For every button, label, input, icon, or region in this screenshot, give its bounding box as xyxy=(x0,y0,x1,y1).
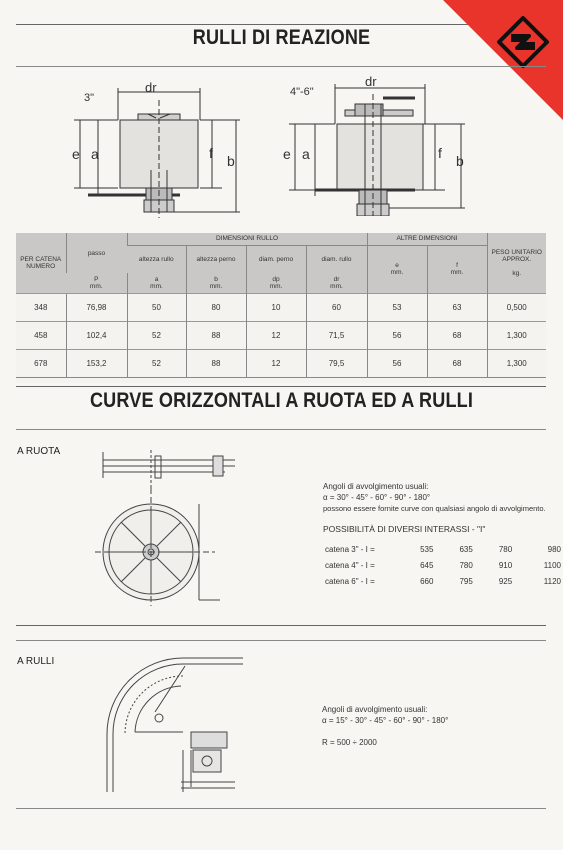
f-label-right: f xyxy=(438,145,442,161)
cell: 88 xyxy=(186,349,246,377)
cell: 910 xyxy=(498,560,513,570)
cell: 53 xyxy=(367,293,427,321)
rulli-label: A RULLI xyxy=(17,656,55,667)
interassi-title: POSSIBILITÀ DI DIVERSI INTERASSI - "I" xyxy=(323,524,486,534)
section2-rule-top xyxy=(16,386,546,387)
cell: 535 xyxy=(420,544,434,554)
cell: 52 xyxy=(127,321,186,349)
col-diam-perno: diam. perno xyxy=(246,245,306,273)
a-label-left: a xyxy=(91,146,99,162)
divider-1 xyxy=(16,625,546,626)
cell: 678 xyxy=(16,349,66,377)
b-label-left: b xyxy=(227,153,235,169)
cell: 635 xyxy=(459,544,473,554)
e-label-left: e xyxy=(72,146,80,162)
cell: 348 xyxy=(16,293,66,321)
ruota-label: A RUOTA xyxy=(17,446,61,457)
rulli-radius: R = 500 ÷ 2000 xyxy=(322,738,377,747)
table-row xyxy=(325,574,561,588)
cell: 79,5 xyxy=(306,349,367,377)
rulli-angoli-values: α = 15° - 30° - 45° - 60° - 90° - 180° xyxy=(322,716,449,725)
cell: 68 xyxy=(427,321,487,349)
unit-dr: dr mm. xyxy=(306,273,367,293)
dimensions-table xyxy=(16,233,546,383)
roller-diagram-4-6in xyxy=(275,66,485,216)
cell: catena 3" - I = xyxy=(325,544,375,554)
col-passo: passo xyxy=(66,233,127,273)
cell: 780 xyxy=(498,544,513,554)
table-row xyxy=(325,542,561,556)
cell: catena 4" - I = xyxy=(325,560,375,570)
cell: 660 xyxy=(420,576,434,586)
cell: 68 xyxy=(427,349,487,377)
table-row xyxy=(16,293,546,321)
table-row xyxy=(16,321,546,349)
cell: 10 xyxy=(246,293,306,321)
col-e: e mm. xyxy=(367,245,427,293)
cell: 56 xyxy=(367,349,427,377)
section2-title: CURVE ORIZZONTALI A RUOTA ED A RULLI xyxy=(89,389,474,412)
a-label-right: a xyxy=(302,146,310,162)
size-label-left: 3" xyxy=(84,92,95,104)
group-dimensioni-rullo: DIMENSIONI RULLO xyxy=(127,233,367,245)
cell: 1,300 xyxy=(487,349,546,377)
bottom-rule xyxy=(16,808,546,809)
cell: 71,5 xyxy=(306,321,367,349)
table-footer-spacer xyxy=(16,377,546,383)
unit-dp: dp mm. xyxy=(246,273,306,293)
cell: 102,4 xyxy=(66,321,127,349)
page-title: RULLI DI REAZIONE xyxy=(192,26,371,49)
col-catena: PER CATENA NUMERO xyxy=(20,255,62,270)
cell: 50 xyxy=(127,293,186,321)
b-label-right: b xyxy=(456,153,464,169)
group-altre-dimensioni: ALTRE DIMENSIONI xyxy=(367,233,487,245)
rulli-angoli-title: Angoli di avvolgimento usuali: xyxy=(322,705,428,714)
cell: 645 xyxy=(420,560,434,570)
cell: 56 xyxy=(367,321,427,349)
cell: 980 xyxy=(547,544,561,554)
cell: catena 6" - I = xyxy=(325,576,375,586)
e-label-right: e xyxy=(283,146,291,162)
col-altezza-rullo: altezza rullo xyxy=(138,255,174,263)
dr-label-left: dr xyxy=(145,80,157,95)
cell: 1100 xyxy=(543,560,561,570)
ruota-angoli-title: Angoli di avvolgimento usuali: xyxy=(323,482,429,491)
cell: 76,98 xyxy=(66,293,127,321)
f-label-left: f xyxy=(209,145,213,161)
cell: 1,300 xyxy=(487,321,546,349)
dr-label-right: dr xyxy=(365,74,377,89)
roller-diagram-3in xyxy=(60,70,260,220)
cell: 780 xyxy=(459,560,473,570)
table-row xyxy=(16,349,546,377)
ruota-note: possono essere fornite curve con qualsiasi angolo di avvolgimento. xyxy=(323,504,546,513)
cell: 925 xyxy=(498,576,513,586)
divider-2 xyxy=(16,640,546,641)
cell: 88 xyxy=(186,321,246,349)
cell: 63 xyxy=(427,293,487,321)
col-diam-rullo: diam. rullo xyxy=(306,245,367,273)
ruota-angoli-values: α = 30° - 45° - 60° - 90° - 180° xyxy=(323,493,431,502)
col-f: f mm. xyxy=(427,245,487,293)
cell: 60 xyxy=(306,293,367,321)
size-label-right: 4"-6" xyxy=(290,86,314,98)
cell: 0,500 xyxy=(487,293,546,321)
unit-b: b mm. xyxy=(186,273,246,293)
section2-rule-bottom xyxy=(16,429,546,430)
interassi-table xyxy=(323,540,563,590)
roller-curve-drawing xyxy=(95,652,255,802)
cell: 1120 xyxy=(543,576,561,586)
cell: 12 xyxy=(246,349,306,377)
cell: 80 xyxy=(186,293,246,321)
table-row xyxy=(325,558,561,572)
col-altezza-perno: altezza perno xyxy=(186,245,246,273)
cell: 52 xyxy=(127,349,186,377)
col-peso: PESO UNITARIO APPROX. kg. xyxy=(487,233,546,293)
wheel-curve-drawing xyxy=(95,448,255,610)
unit-p: P mm. xyxy=(89,275,103,290)
unit-a: a mm. xyxy=(127,273,186,293)
cell: 458 xyxy=(16,321,66,349)
cell: 12 xyxy=(246,321,306,349)
cell: 153,2 xyxy=(66,349,127,377)
cell: 795 xyxy=(459,576,473,586)
